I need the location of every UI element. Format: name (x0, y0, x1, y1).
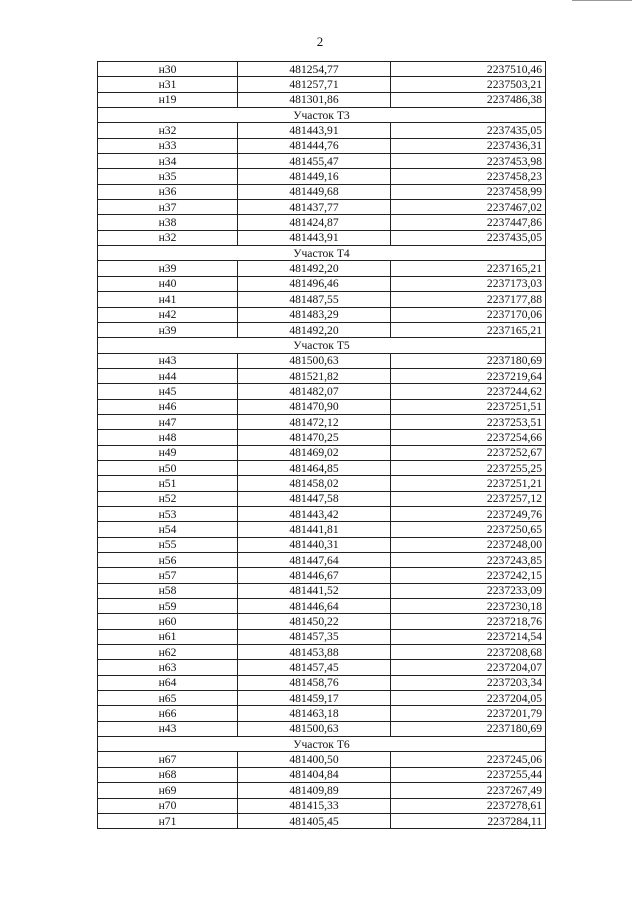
y-coordinate-cell: 2237180,69 (391, 353, 546, 368)
point-number-cell: н43 (98, 721, 238, 736)
y-coordinate-cell: 2237245,06 (391, 752, 546, 767)
table-row (98, 460, 546, 475)
point-number-cell: н66 (98, 706, 238, 721)
y-coordinate-cell: 2237284,11 (391, 813, 546, 828)
y-coordinate-cell: 2237242,15 (391, 568, 546, 583)
table-row (98, 353, 546, 368)
y-coordinate-cell: 2237458,23 (391, 169, 546, 184)
point-number-cell: н46 (98, 399, 238, 414)
y-coordinate-cell: 2237250,65 (391, 522, 546, 537)
x-coordinate-cell: 481409,89 (238, 783, 391, 798)
x-coordinate-cell: 481443,91 (238, 123, 391, 138)
point-number-cell: н55 (98, 537, 238, 552)
point-number-cell: н53 (98, 506, 238, 521)
x-coordinate-cell: 481446,67 (238, 568, 391, 583)
table-row (98, 813, 546, 828)
table-row (98, 261, 546, 276)
y-coordinate-cell: 2237458,99 (391, 184, 546, 199)
point-number-cell: н68 (98, 767, 238, 782)
table-row (98, 660, 546, 675)
x-coordinate-cell: 481254,77 (238, 62, 391, 77)
point-number-cell: н51 (98, 476, 238, 491)
table-row (98, 138, 546, 153)
x-coordinate-cell: 481447,64 (238, 553, 391, 568)
y-coordinate-cell: 2237208,68 (391, 645, 546, 660)
y-coordinate-cell: 2237467,02 (391, 200, 546, 215)
table-row (98, 645, 546, 660)
table-row (98, 169, 546, 184)
table-row (98, 399, 546, 414)
point-number-cell: н57 (98, 568, 238, 583)
x-coordinate-cell: 481496,46 (238, 276, 391, 291)
section-title: Участок Т3 (98, 108, 546, 123)
y-coordinate-cell: 2237253,51 (391, 414, 546, 429)
point-number-cell: н19 (98, 92, 238, 107)
y-coordinate-cell: 2237218,76 (391, 614, 546, 629)
y-coordinate-cell: 2237249,76 (391, 506, 546, 521)
section-title: Участок Т5 (98, 338, 546, 353)
point-number-cell: н71 (98, 813, 238, 828)
point-number-cell: н49 (98, 445, 238, 460)
y-coordinate-cell: 2237503,21 (391, 77, 546, 92)
table-row (98, 384, 546, 399)
table-row (98, 307, 546, 322)
point-number-cell: н52 (98, 491, 238, 506)
x-coordinate-cell: 481472,12 (238, 414, 391, 429)
x-coordinate-cell: 481464,85 (238, 460, 391, 475)
table-row (98, 77, 546, 92)
x-coordinate-cell: 481470,90 (238, 399, 391, 414)
point-number-cell: н43 (98, 353, 238, 368)
section-title: Участок Т4 (98, 246, 546, 261)
y-coordinate-cell: 2237447,86 (391, 215, 546, 230)
point-number-cell: н47 (98, 414, 238, 429)
table-row (98, 568, 546, 583)
table-row (98, 553, 546, 568)
point-number-cell: н45 (98, 384, 238, 399)
x-coordinate-cell: 481301,86 (238, 92, 391, 107)
scan-corner-mark (572, 0, 632, 4)
table-row (98, 721, 546, 736)
table-row (98, 599, 546, 614)
table-row (98, 368, 546, 383)
y-coordinate-cell: 2237248,00 (391, 537, 546, 552)
point-number-cell: н50 (98, 460, 238, 475)
x-coordinate-cell: 481446,64 (238, 599, 391, 614)
point-number-cell: н69 (98, 783, 238, 798)
y-coordinate-cell: 2237173,03 (391, 276, 546, 291)
x-coordinate-cell: 481404,84 (238, 767, 391, 782)
section-header-row (98, 338, 546, 353)
section-title: Участок Т6 (98, 737, 546, 752)
table-row (98, 675, 546, 690)
table-row (98, 537, 546, 552)
table-row (98, 783, 546, 798)
x-coordinate-cell: 481470,25 (238, 430, 391, 445)
table-row (98, 506, 546, 521)
point-number-cell: н39 (98, 261, 238, 276)
table-row (98, 706, 546, 721)
table-row (98, 414, 546, 429)
point-number-cell: н44 (98, 368, 238, 383)
y-coordinate-cell: 2237177,88 (391, 292, 546, 307)
x-coordinate-cell: 481482,07 (238, 384, 391, 399)
y-coordinate-cell: 2237201,79 (391, 706, 546, 721)
point-number-cell: н36 (98, 184, 238, 199)
y-coordinate-cell: 2237436,31 (391, 138, 546, 153)
table-row (98, 798, 546, 813)
x-coordinate-cell: 481437,77 (238, 200, 391, 215)
point-number-cell: н58 (98, 583, 238, 598)
y-coordinate-cell: 2237214,54 (391, 629, 546, 644)
x-coordinate-cell: 481458,76 (238, 675, 391, 690)
y-coordinate-cell: 2237165,21 (391, 322, 546, 337)
y-coordinate-cell: 2237219,64 (391, 368, 546, 383)
x-coordinate-cell: 481450,22 (238, 614, 391, 629)
point-number-cell: н54 (98, 522, 238, 537)
x-coordinate-cell: 481521,82 (238, 368, 391, 383)
point-number-cell: н33 (98, 138, 238, 153)
x-coordinate-cell: 481483,29 (238, 307, 391, 322)
x-coordinate-cell: 481440,31 (238, 537, 391, 552)
table-row (98, 62, 546, 77)
y-coordinate-cell: 2237252,67 (391, 445, 546, 460)
table-row (98, 200, 546, 215)
x-coordinate-cell: 481500,63 (238, 721, 391, 736)
y-coordinate-cell: 2237486,38 (391, 92, 546, 107)
y-coordinate-cell: 2237278,61 (391, 798, 546, 813)
x-coordinate-cell: 481400,50 (238, 752, 391, 767)
section-header-row (98, 737, 546, 752)
y-coordinate-cell: 2237251,21 (391, 476, 546, 491)
y-coordinate-cell: 2237453,98 (391, 154, 546, 169)
point-number-cell: н62 (98, 645, 238, 660)
point-number-cell: н32 (98, 123, 238, 138)
x-coordinate-cell: 481469,02 (238, 445, 391, 460)
y-coordinate-cell: 2237243,85 (391, 553, 546, 568)
x-coordinate-cell: 481447,58 (238, 491, 391, 506)
x-coordinate-cell: 481458,02 (238, 476, 391, 491)
x-coordinate-cell: 481459,17 (238, 691, 391, 706)
x-coordinate-cell: 481500,63 (238, 353, 391, 368)
x-coordinate-cell: 481449,16 (238, 169, 391, 184)
table-row (98, 691, 546, 706)
y-coordinate-cell: 2237233,09 (391, 583, 546, 598)
point-number-cell: н30 (98, 62, 238, 77)
table-row (98, 276, 546, 291)
point-number-cell: н41 (98, 292, 238, 307)
table-row (98, 522, 546, 537)
y-coordinate-cell: 2237254,66 (391, 430, 546, 445)
x-coordinate-cell: 481455,47 (238, 154, 391, 169)
x-coordinate-cell: 481257,71 (238, 77, 391, 92)
point-number-cell: н65 (98, 691, 238, 706)
table-row (98, 215, 546, 230)
point-number-cell: н70 (98, 798, 238, 813)
coordinates-table-body (98, 62, 546, 829)
y-coordinate-cell: 2237204,07 (391, 660, 546, 675)
table-row (98, 476, 546, 491)
y-coordinate-cell: 2237267,49 (391, 783, 546, 798)
point-number-cell: н31 (98, 77, 238, 92)
table-row (98, 292, 546, 307)
section-header-row (98, 246, 546, 261)
x-coordinate-cell: 481457,45 (238, 660, 391, 675)
x-coordinate-cell: 481492,20 (238, 261, 391, 276)
table-row (98, 230, 546, 245)
x-coordinate-cell: 481405,45 (238, 813, 391, 828)
y-coordinate-cell: 2237230,18 (391, 599, 546, 614)
y-coordinate-cell: 2237255,25 (391, 460, 546, 475)
table-row (98, 752, 546, 767)
table-row (98, 322, 546, 337)
table-row (98, 123, 546, 138)
y-coordinate-cell: 2237165,21 (391, 261, 546, 276)
table-row (98, 430, 546, 445)
x-coordinate-cell: 481443,42 (238, 506, 391, 521)
y-coordinate-cell: 2237257,12 (391, 491, 546, 506)
y-coordinate-cell: 2237203,34 (391, 675, 546, 690)
x-coordinate-cell: 481457,35 (238, 629, 391, 644)
point-number-cell: н35 (98, 169, 238, 184)
x-coordinate-cell: 481453,88 (238, 645, 391, 660)
point-number-cell: н38 (98, 215, 238, 230)
y-coordinate-cell: 2237244,62 (391, 384, 546, 399)
table-row (98, 583, 546, 598)
point-number-cell: н59 (98, 599, 238, 614)
y-coordinate-cell: 2237435,05 (391, 230, 546, 245)
page-number: 2 (316, 34, 324, 49)
y-coordinate-cell: 2237204,05 (391, 691, 546, 706)
table-row (98, 629, 546, 644)
x-coordinate-cell: 481441,81 (238, 522, 391, 537)
table-row (98, 767, 546, 782)
point-number-cell: н60 (98, 614, 238, 629)
section-header-row (98, 108, 546, 123)
point-number-cell: н61 (98, 629, 238, 644)
point-number-cell: н56 (98, 553, 238, 568)
table-row (98, 154, 546, 169)
x-coordinate-cell: 481415,33 (238, 798, 391, 813)
y-coordinate-cell: 2237510,46 (391, 62, 546, 77)
table-row (98, 491, 546, 506)
point-number-cell: н34 (98, 154, 238, 169)
point-number-cell: н67 (98, 752, 238, 767)
x-coordinate-cell: 481424,87 (238, 215, 391, 230)
x-coordinate-cell: 481492,20 (238, 322, 391, 337)
y-coordinate-cell: 2237251,51 (391, 399, 546, 414)
y-coordinate-cell: 2237255,44 (391, 767, 546, 782)
coordinates-table (97, 61, 546, 829)
y-coordinate-cell: 2237180,69 (391, 721, 546, 736)
x-coordinate-cell: 481463,18 (238, 706, 391, 721)
point-number-cell: н40 (98, 276, 238, 291)
table-row (98, 184, 546, 199)
y-coordinate-cell: 2237435,05 (391, 123, 546, 138)
point-number-cell: н48 (98, 430, 238, 445)
table-row (98, 614, 546, 629)
table-row (98, 92, 546, 107)
table-row (98, 445, 546, 460)
x-coordinate-cell: 481449,68 (238, 184, 391, 199)
point-number-cell: н39 (98, 322, 238, 337)
point-number-cell: н63 (98, 660, 238, 675)
point-number-cell: н32 (98, 230, 238, 245)
x-coordinate-cell: 481441,52 (238, 583, 391, 598)
point-number-cell: н37 (98, 200, 238, 215)
x-coordinate-cell: 481487,55 (238, 292, 391, 307)
x-coordinate-cell: 481443,91 (238, 230, 391, 245)
point-number-cell: н42 (98, 307, 238, 322)
point-number-cell: н64 (98, 675, 238, 690)
y-coordinate-cell: 2237170,06 (391, 307, 546, 322)
x-coordinate-cell: 481444,76 (238, 138, 391, 153)
